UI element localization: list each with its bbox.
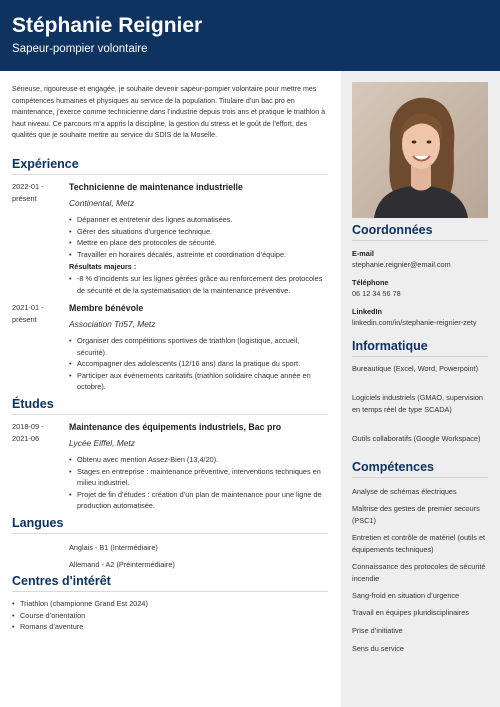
experience-heading: Expérience	[12, 157, 79, 171]
contact-divider	[352, 240, 488, 241]
list-item: • Participer aux événements caritatifs (triathlon solidaire chaque année en octobre).	[69, 370, 331, 393]
candidate-name: Stéphanie Reignier	[12, 14, 203, 37]
phone-value[interactable]: 06 12 34 56 78	[352, 289, 401, 298]
list-item: • Course d’orientation	[12, 610, 212, 622]
skill-item: Connaissance des protocoles de sécurité incendie	[352, 562, 486, 583]
experience-results	[69, 273, 331, 296]
language-item: Allemand - A2 (Préintermédiaire)	[69, 560, 175, 569]
list-item: • Stages en entreprise : maintenance préventive, interventions techniques en milieu industriel.	[69, 466, 331, 489]
header-banner	[0, 0, 500, 71]
list-item: • Projet de fin d’études : création d’un plan de maintenance pour une ligne de production automatisée.	[69, 489, 331, 512]
skill-item: Sens du service	[352, 644, 404, 653]
list-item: • Gérer des situations d’urgence technique.	[69, 226, 331, 238]
education-date: 2018-09 - 2021-06	[12, 422, 44, 443]
profile-summary: Sérieuse, rigoureuse et engagée, je souhaite devenir sapeur-pompier volontaire pour mettre mes compétences humaines et physiques au service de la population. Titulaire d’un bac pro en maintenance, j’exerce comme technicienne dans l’industrie depuis trois ans et pratique le triathlon à haut niveau. Ce parcours m’a appris la discipline, la gestion du stress et le goût de l’effort, des qualités que je souhaite mettre au service du SDIS de la Moselle.	[12, 85, 326, 139]
contact-heading: Coordonnées	[352, 223, 433, 237]
list-item: • Romans d’aventure	[12, 621, 212, 633]
it-divider	[352, 356, 488, 357]
skill-item: Maîtrise des gestes de premier secours (PSC1)	[352, 504, 480, 525]
list-item: • Triathlon (championne Grand Est 2024)	[12, 598, 212, 610]
experience-organization: Association Tri57, Metz	[69, 319, 156, 329]
job-title: Sapeur-pompier volontaire	[12, 43, 148, 55]
skill-item: Travail en équipes pluridisciplinaires	[352, 608, 469, 617]
list-item: • Mettre en place des protocoles de sécurité.	[69, 237, 331, 249]
experience-divider	[12, 174, 328, 175]
list-item: • Organiser des compétitions sportives de triathlon (logistique, accueil, sécurité).	[69, 335, 331, 358]
experience-tasks	[69, 335, 331, 393]
linkedin-value[interactable]: linkedin.com/in/stephanie-reignier-zety	[352, 318, 477, 327]
experience-tasks	[69, 214, 331, 260]
education-heading: Études	[12, 397, 54, 411]
education-details	[69, 454, 331, 512]
list-item: • Obtenu avec mention Assez-Bien (13,4/20).	[69, 454, 331, 466]
interests-divider	[12, 591, 328, 592]
phone-label: Téléphone	[352, 278, 389, 287]
list-item: • -8 % d’incidents sur les lignes gérées grâce au renforcement des protocoles de sécurité et de la systématisation de la maintenance préventive.	[69, 273, 331, 296]
interests-list	[12, 598, 212, 633]
it-heading: Informatique	[352, 339, 428, 353]
skill-item: Prise d’initiative	[352, 626, 403, 635]
skill-item: Sang-froid en situation d’urgence	[352, 591, 460, 600]
list-item: • Travailler en horaires décalés, astreinte et coordination d’équipe.	[69, 249, 331, 261]
language-item: Anglais - B1 (Intermédiaire)	[69, 543, 158, 552]
list-item: • Dépanner et entretenir des lignes automatisées.	[69, 214, 331, 226]
experience-organization: Continental, Metz	[69, 198, 135, 208]
experience-role: Technicienne de maintenance industrielle	[69, 182, 243, 192]
results-label: Résultats majeurs :	[69, 262, 137, 271]
skill-item: Analyse de schémas électriques	[352, 487, 457, 496]
languages-heading: Langues	[12, 516, 64, 530]
experience-role: Membre bénévole	[69, 303, 144, 313]
it-skill: Logiciels industriels (GMAO, supervision en temps réel de type SCADA)	[352, 393, 483, 414]
it-skill: Outils collaboratifs (Google Workspace)	[352, 434, 481, 443]
interests-heading: Centres d'intérêt	[12, 574, 111, 588]
portrait-photo-icon	[352, 82, 488, 218]
education-degree: Maintenance des équipements industriels, Bac pro	[69, 422, 282, 432]
email-label: E-mail	[352, 249, 374, 258]
it-skill: Bureautique (Excel, Word, Powerpoint)	[352, 364, 478, 373]
skills-heading: Compétences	[352, 460, 434, 474]
education-divider	[12, 414, 328, 415]
profile-photo	[352, 82, 488, 218]
skill-item: Entretien et contrôle de matériel (outils et équipements techniques)	[352, 533, 486, 554]
experience-date: 2021-01 - présent	[12, 303, 44, 324]
email-value[interactable]: stephanie.reignier@email.com	[352, 260, 451, 269]
list-item: • Accompagner des adolescents (12/16 ans) dans la pratique du sport.	[69, 358, 331, 370]
languages-divider	[12, 533, 328, 534]
education-school: Lycée Eiffel, Metz	[69, 438, 135, 448]
experience-date: 2022-01 - présent	[12, 182, 44, 203]
linkedin-label: LinkedIn	[352, 307, 382, 316]
skills-divider	[352, 477, 488, 478]
